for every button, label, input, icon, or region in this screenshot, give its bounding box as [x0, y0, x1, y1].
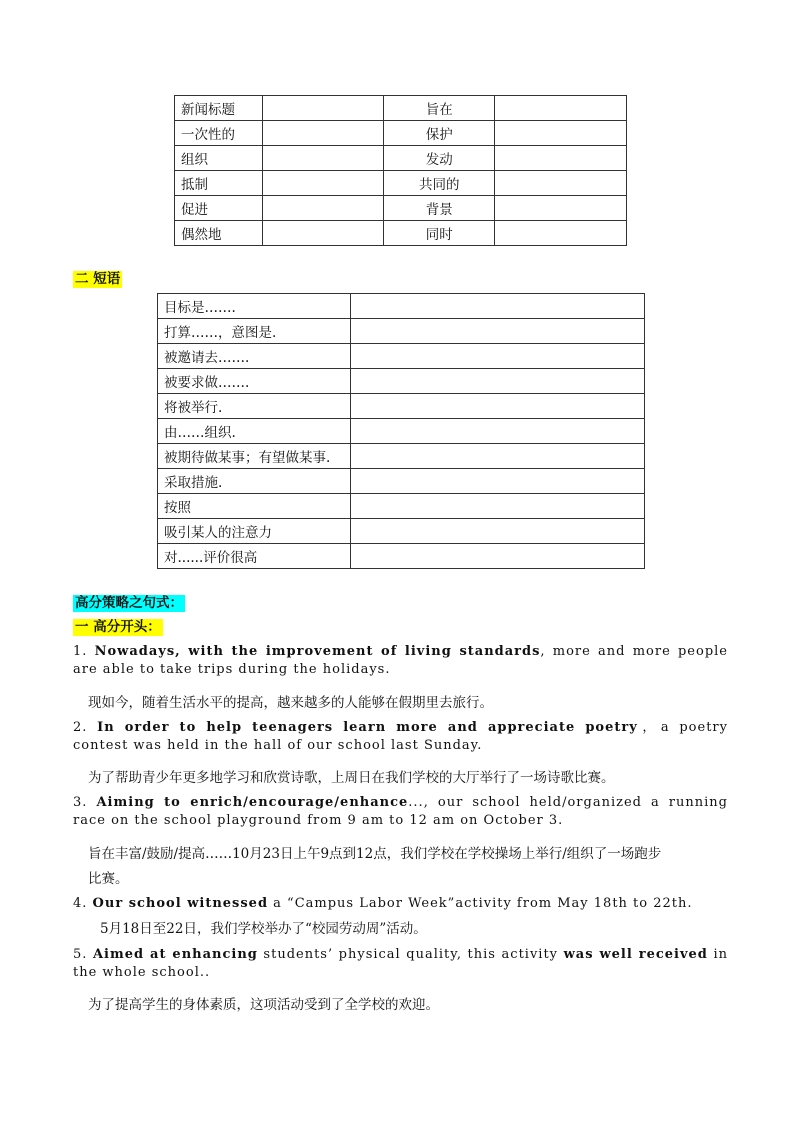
sentence-1-chinese: 现如今，随着生活水平的提高，越来越多的人能够在假期里去旅行。: [88, 695, 493, 711]
phrase-row: [158, 544, 645, 569]
phrase-row: [158, 344, 645, 369]
phrase-row: [158, 419, 645, 444]
phrase-answer-cell[interactable]: [350, 294, 644, 319]
sentence-5-english: 5. Aimed at enhancing students’ physical quality, this activity was well received in the whole school..: [73, 947, 728, 980]
phrase-answer-cell[interactable]: [350, 394, 644, 419]
vocab-term-cell: 组织: [175, 146, 263, 171]
vocab-term-cell: 背景: [384, 196, 495, 221]
phrase-answer-cell[interactable]: [350, 369, 644, 394]
vocab-term-cell: 保护: [384, 121, 495, 146]
phrase-term-cell: 被期待做某事；有望做某事.: [158, 444, 351, 469]
vocab-term-cell: 抵制: [175, 171, 263, 196]
phrase-term-cell: 采取措施.: [158, 469, 351, 494]
phrase-term-cell: 打算……，意图是.: [158, 319, 351, 344]
sentence-1-english: 1. Nowadays, with the improvement of living standards, more and more people are able to take trips during the holidays.: [73, 644, 728, 677]
vocab-answer-cell[interactable]: [495, 171, 627, 196]
vocab-row: [175, 146, 627, 171]
vocab-term-cell: 共同的: [384, 171, 495, 196]
phrase-answer-cell[interactable]: [350, 444, 644, 469]
vocab-answer-cell[interactable]: [262, 146, 384, 171]
vocab-answer-cell[interactable]: [262, 171, 384, 196]
vocab-answer-cell[interactable]: [262, 121, 384, 146]
vocab-table: [174, 95, 627, 246]
phrase-row: [158, 469, 645, 494]
vocab-answer-cell[interactable]: [495, 146, 627, 171]
vocab-answer-cell[interactable]: [262, 221, 384, 246]
vocab-row: [175, 121, 627, 146]
phrase-answer-cell[interactable]: [350, 419, 644, 444]
vocab-term-cell: 一次性的: [175, 121, 263, 146]
phrase-term-cell: 由……组织.: [158, 419, 351, 444]
phrase-term-cell: 被邀请去…….: [158, 344, 351, 369]
phrase-row: [158, 394, 645, 419]
phrase-answer-cell[interactable]: [350, 319, 644, 344]
sentence-2-chinese: 为了帮助青少年更多地学习和欣赏诗歌，上周日在我们学校的大厅举行了一场诗歌比赛。: [88, 770, 615, 786]
phrase-term-cell: 按照: [158, 494, 351, 519]
phrase-term-cell: 吸引某人的注意力: [158, 519, 351, 544]
vocab-term-cell: 旨在: [384, 96, 495, 121]
section-heading-opening: 一 高分开头：: [75, 619, 161, 635]
vocab-term-cell: 同时: [384, 221, 495, 246]
phrase-answer-cell[interactable]: [350, 469, 644, 494]
phrase-term-cell: 被要求做…….: [158, 369, 351, 394]
phrase-table: [157, 293, 645, 569]
phrase-answer-cell[interactable]: [350, 519, 644, 544]
section-heading-strategy: 高分策略之句式：: [75, 595, 183, 611]
sentence-4-chinese: 5月18日至22日，我们学校举办了“校园劳动周”活动。: [100, 921, 427, 937]
vocab-term-cell: 新闻标题: [175, 96, 263, 121]
phrase-row: [158, 369, 645, 394]
phrase-row: [158, 444, 645, 469]
sentence-5-chinese: 为了提高学生的身体素质，这项活动受到了全学校的欢迎。: [88, 997, 439, 1013]
vocab-answer-cell[interactable]: [262, 96, 384, 121]
sentence-4-english: 4. Our school witnessed a “Campus Labor Week”activity from May 18th to 22th.: [73, 896, 693, 911]
phrase-term-cell: 对......评价很高: [158, 544, 351, 569]
vocab-row: [175, 171, 627, 196]
vocab-term-cell: 发动: [384, 146, 495, 171]
vocab-answer-cell[interactable]: [495, 121, 627, 146]
vocab-term-cell: 促进: [175, 196, 263, 221]
sentence-3-chinese-line1: 旨在丰富/鼓励/提高……10月23日上午9点到12点，我们学校在学校操场上举行/组织了一场跑步: [88, 846, 662, 862]
phrase-row: [158, 319, 645, 344]
phrase-term-cell: 将被举行.: [158, 394, 351, 419]
phrase-row: [158, 294, 645, 319]
phrase-answer-cell[interactable]: [350, 544, 644, 569]
vocab-row: [175, 221, 627, 246]
phrase-term-cell: 目标是…….: [158, 294, 351, 319]
phrase-row: [158, 519, 645, 544]
vocab-answer-cell[interactable]: [495, 196, 627, 221]
phrase-row: [158, 494, 645, 519]
vocab-answer-cell[interactable]: [495, 96, 627, 121]
sentence-3-english: 3. Aiming to enrich/encourage/enhance..., our school held/organized a running race on the school playground from 9 am to 12 am on October 3.: [73, 795, 728, 828]
sentence-2-english: 2. In order to help teenagers learn more and appreciate poetry，a poetry contest was held in the hall of our school last Sunday.: [73, 720, 728, 753]
sentence-3-chinese-line2: 比赛。: [88, 871, 129, 887]
section-heading-phrases: 二 短语: [75, 271, 121, 287]
vocab-answer-cell[interactable]: [495, 221, 627, 246]
vocab-row: [175, 96, 627, 121]
vocab-row: [175, 196, 627, 221]
phrase-answer-cell[interactable]: [350, 344, 644, 369]
vocab-term-cell: 偶然地: [175, 221, 263, 246]
phrase-answer-cell[interactable]: [350, 494, 644, 519]
vocab-answer-cell[interactable]: [262, 196, 384, 221]
